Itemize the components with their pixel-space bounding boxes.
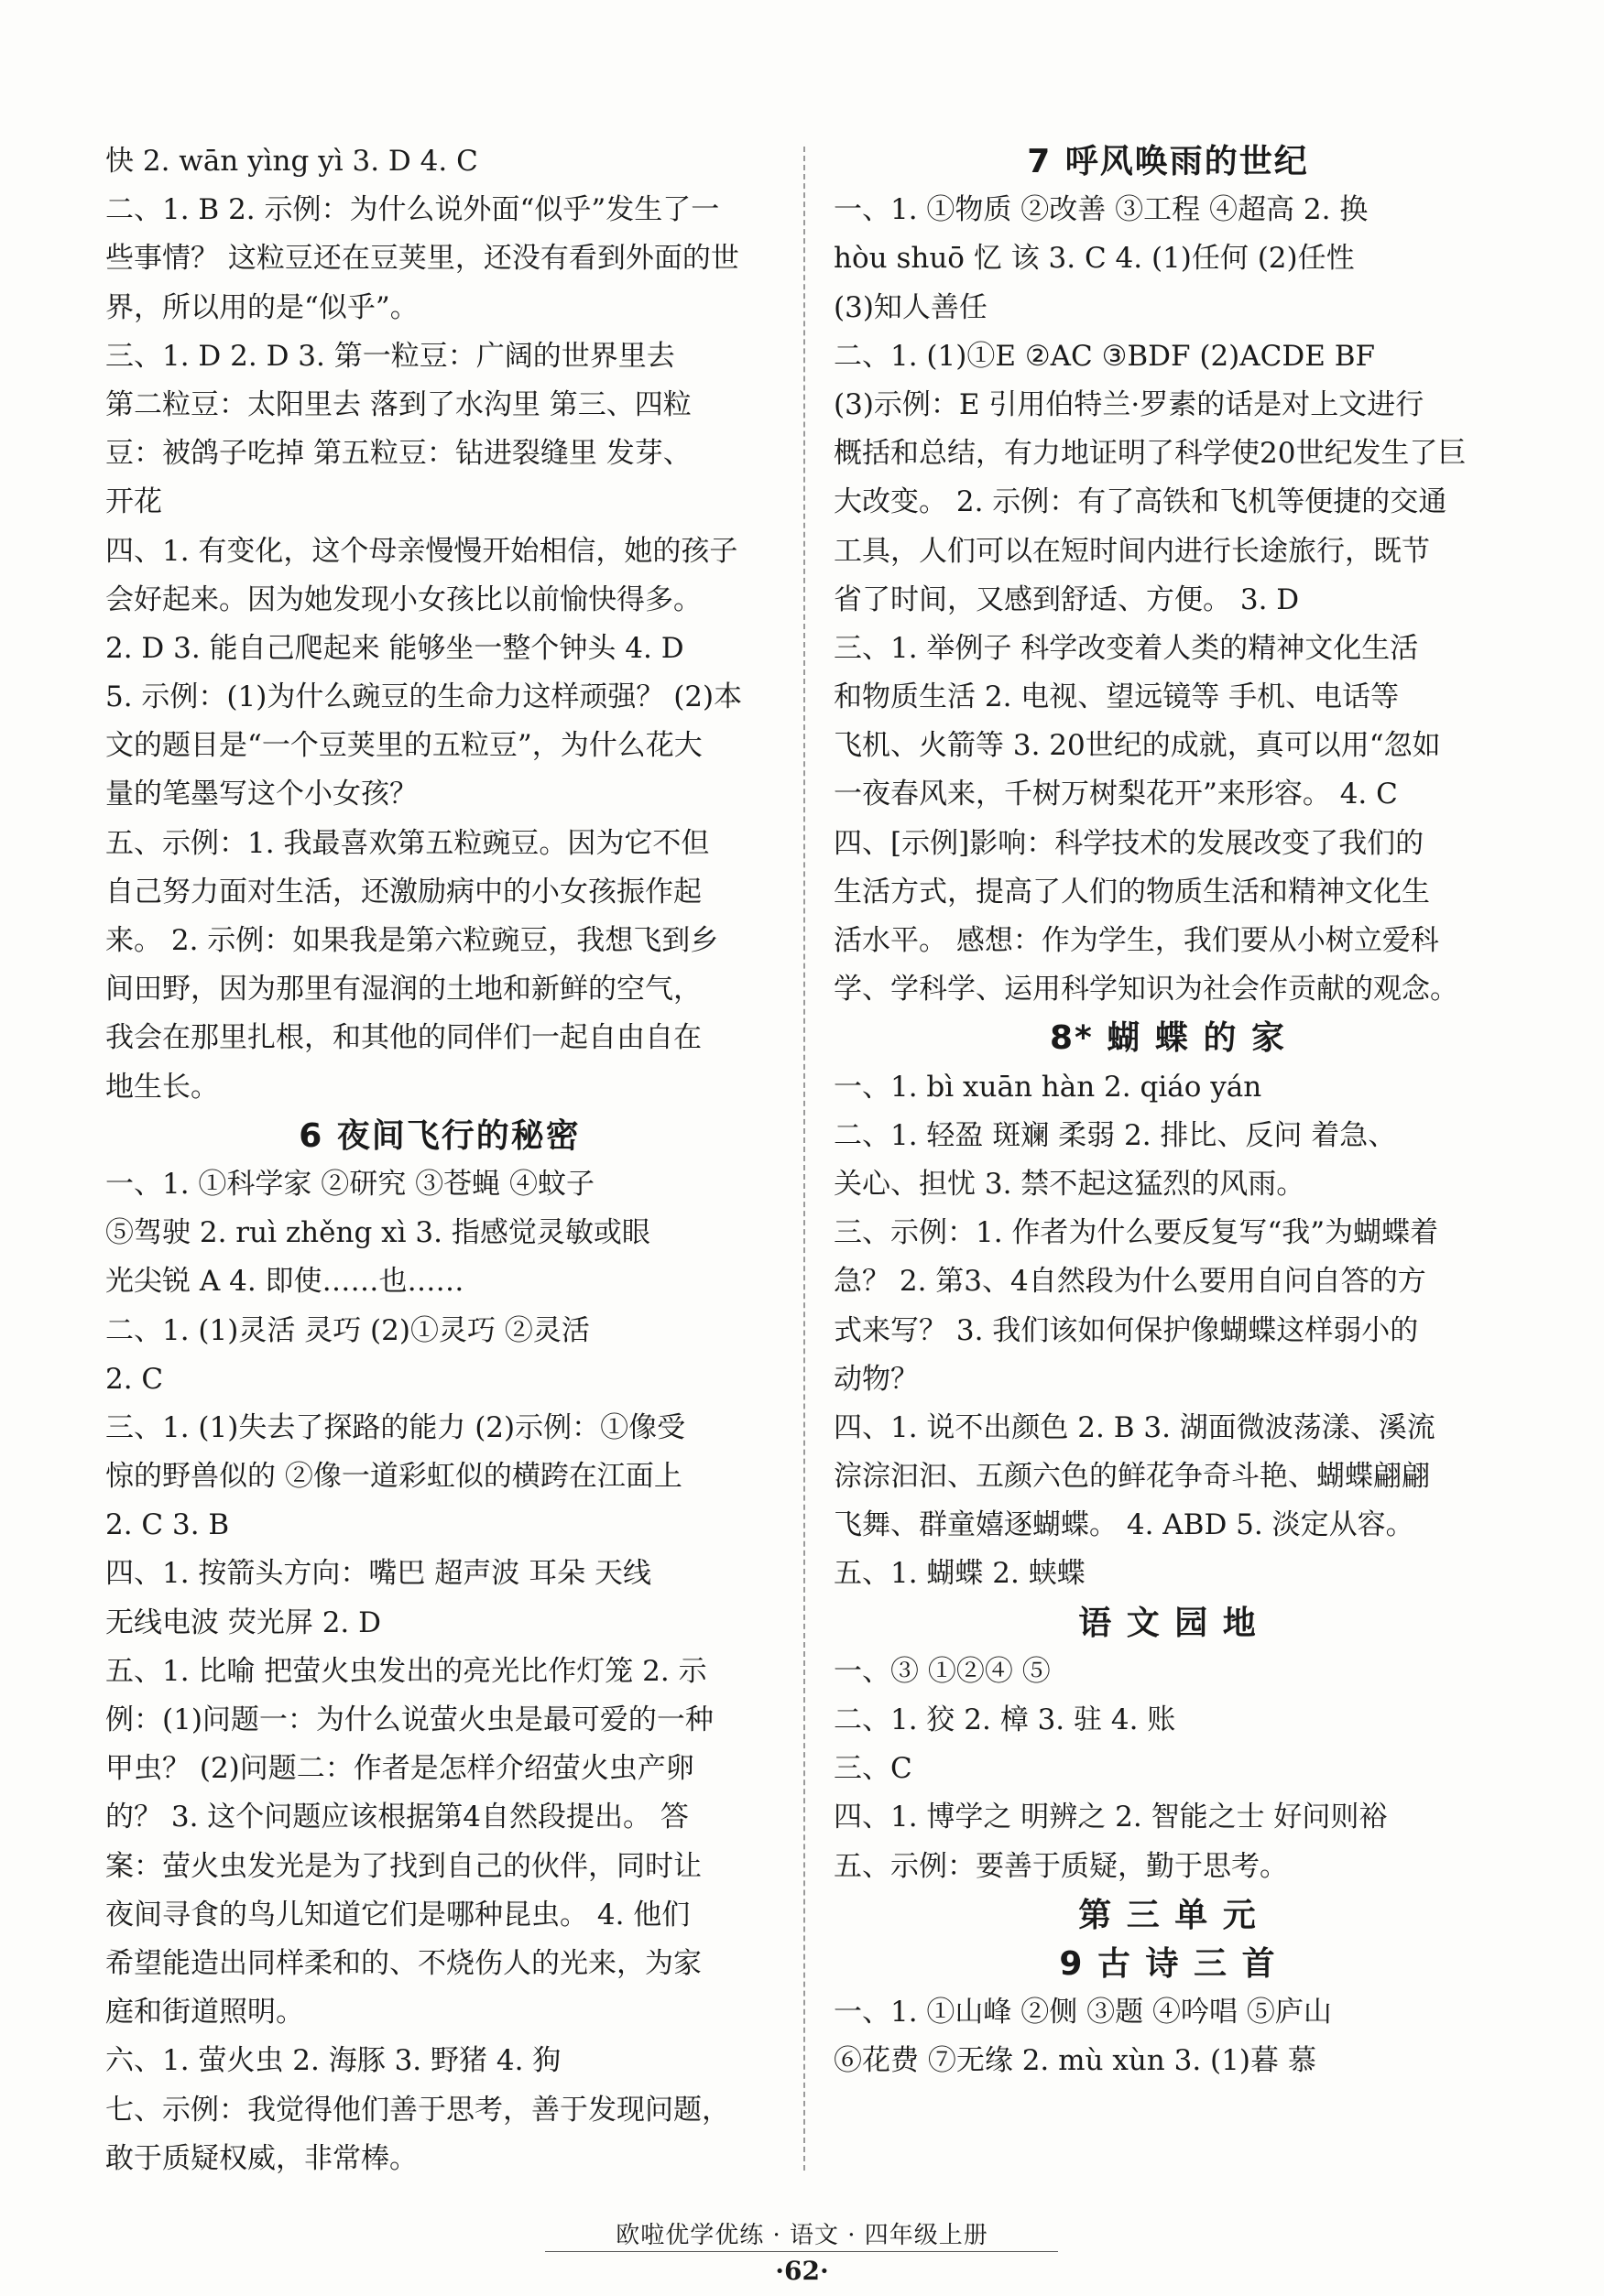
answer-line: 三、1. 举例子 科学改变着人类的精神文化生活 bbox=[834, 631, 1419, 665]
answer-line: 飞机、火箭等 3. 20世纪的成就，真可以用“忽如 bbox=[834, 729, 1441, 763]
answer-line: 会好起来。因为她发现小女孩比以前愉快得多。 bbox=[105, 582, 702, 616]
answer-line: 五、1. 蝴蝶 2. 蛱蝶 bbox=[834, 1557, 1086, 1591]
answer-line: 量的笔墨写这个小女孩？ bbox=[105, 778, 418, 811]
answer-line: 三、示例：1. 作者为什么要反复写“我”为蝴蝶着 bbox=[834, 1216, 1439, 1250]
answer-line: 开花 bbox=[105, 485, 162, 519]
answer-line: 一、1. bì xuān hàn 2. qiáo yán bbox=[834, 1070, 1262, 1104]
answer-line: 界，所以用的是“似乎”。 bbox=[105, 290, 419, 324]
answer-line: 淙淙汩汩、五颜六色的鲜花争奇斗艳、蝴蝶翩翩 bbox=[834, 1460, 1430, 1494]
answer-line: 惊的野兽似的 ②像一道彩虹似的横跨在江面上 bbox=[105, 1460, 682, 1494]
answer-line: 飞舞、群童嬉逐蝴蝶。 4. ABD 5. 淡定从容。 bbox=[834, 1508, 1414, 1542]
answer-line: 三、1. (1)失去了探路的能力 (2)示例：①像受 bbox=[105, 1410, 686, 1444]
answer-line: 第二粒豆：太阳里去 落到了水沟里 第三、四粒 bbox=[105, 387, 692, 421]
answer-line: 二、1. (1)①E ②AC ③BDF (2)ACDE BF bbox=[834, 339, 1376, 373]
answer-line: (3)示例：E 引用伯特兰·罗素的话是对上文进行 bbox=[834, 387, 1424, 421]
footer-rule bbox=[545, 2251, 1058, 2252]
answer-line: 四、1. 博学之 明辨之 2. 智能之士 好问则裕 bbox=[834, 1801, 1388, 1834]
answer-line: 无线电波 荧光屏 2. D bbox=[105, 1605, 381, 1639]
answer-line: 2. C 3. B bbox=[105, 1508, 230, 1542]
answer-line: 工具，人们可以在短时间内进行长途旅行，既节 bbox=[834, 534, 1430, 568]
answer-line: hòu shuō 忆 该 3. C 4. (1)任何 (2)任性 bbox=[834, 242, 1355, 276]
answer-line: 光尖锐 A 4. 即使……也…… bbox=[105, 1265, 464, 1299]
answer-line: 六、1. 萤火虫 2. 海豚 3. 野猪 4. 狗 bbox=[105, 2044, 562, 2078]
answer-line: 夜间寻食的鸟儿知道它们是哪种昆虫。 4. 他们 bbox=[105, 1898, 691, 1931]
page-number: ·62· bbox=[775, 2256, 829, 2286]
answer-line: 自己努力面对生活，还激励病中的小女孩振作起 bbox=[105, 875, 702, 909]
section-title: 6 夜间飞行的秘密 bbox=[299, 1116, 581, 1155]
section-title: 9 古 诗 三 首 bbox=[1059, 1944, 1277, 1983]
answer-line: 案：萤火虫发光是为了找到自己的伙伴，同时让 bbox=[105, 1849, 702, 1883]
answer-line: ⑥花费 ⑦无缘 2. mù xùn 3. (1)暮 慕 bbox=[834, 2044, 1316, 2078]
answer-line: 五、示例：要善于质疑，勤于思考。 bbox=[834, 1849, 1288, 1883]
answer-line: 关心、担忧 3. 禁不起这猛烈的风雨。 bbox=[834, 1167, 1305, 1201]
answer-line: 生活方式，提高了人们的物质生活和精神文化生 bbox=[834, 875, 1430, 909]
answer-line: 三、1. D 2. D 3. 第一粒豆：广阔的世界里去 bbox=[105, 339, 675, 373]
answer-line: 间田野，因为那里有湿润的土地和新鲜的空气， bbox=[105, 973, 702, 1007]
answer-line: 些事情？ 这粒豆还在豆荚里，还没有看到外面的世 bbox=[105, 242, 739, 276]
answer-line: 式来写？ 3. 我们该如何保护像蝴蝶这样弱小的 bbox=[834, 1313, 1419, 1347]
answer-line: 四、1. 按箭头方向：嘴巴 超声波 耳朵 天线 bbox=[105, 1557, 651, 1591]
answer-line: 希望能造出同样柔和的、不烧伤人的光来，为家 bbox=[105, 1946, 702, 1980]
answer-line: 地生长。 bbox=[105, 1070, 219, 1104]
left-column bbox=[105, 137, 774, 2183]
answer-line: 七、示例：我觉得他们善于思考，善于发现问题， bbox=[105, 2093, 730, 2127]
answer-line: 的？ 3. 这个问题应该根据第4自然段提出。 答 bbox=[105, 1801, 689, 1834]
answer-line: 四、1. 说不出颜色 2. B 3. 湖面微波荡漾、溪流 bbox=[834, 1410, 1435, 1444]
answer-line: 和物质生活 2. 电视、望远镜等 手机、电话等 bbox=[834, 680, 1400, 714]
answer-line: 5. 示例：(1)为什么豌豆的生命力这样顽强？ (2)本 bbox=[105, 680, 743, 714]
answer-line: 例：(1)问题一：为什么说萤火虫是最可爱的一种 bbox=[105, 1703, 714, 1736]
answer-line: 一、1. ①物质 ②改善 ③工程 ④超高 2. 换 bbox=[834, 193, 1369, 227]
answer-line: 省了时间，又感到舒适、方便。 3. D bbox=[834, 582, 1300, 616]
answer-line: 四、[示例]影响：科学技术的发展改变了我们的 bbox=[834, 826, 1424, 860]
answer-line: 二、1. 狡 2. 樟 3. 驻 4. 账 bbox=[834, 1703, 1176, 1736]
answer-line: ⑤驾驶 2. ruì zhěng xì 3. 指感觉灵敏或眼 bbox=[105, 1216, 650, 1250]
answer-line: 庭和街道照明。 bbox=[105, 1996, 304, 2029]
answer-line: 甲虫？ (2)问题二：作者是怎样介绍萤火虫产卵 bbox=[105, 1752, 694, 1786]
answer-line: 来。 2. 示例：如果我是第六粒豌豆，我想飞到乡 bbox=[105, 924, 719, 957]
section-title: 第 三 单 元 bbox=[1078, 1896, 1258, 1934]
answer-line: 三、C bbox=[834, 1752, 912, 1786]
answer-line: 二、1. B 2. 示例：为什么说外面“似乎”发生了一 bbox=[105, 193, 720, 227]
answer-line: 2. C bbox=[105, 1362, 164, 1396]
answer-line: 一夜春风来，千树万树梨花开”来形容。 4. C bbox=[834, 778, 1398, 811]
answer-line: 敢于质疑权威，非常棒。 bbox=[105, 2141, 418, 2175]
answer-line: 我会在那里扎根，和其他的同伴们一起自由自在 bbox=[105, 1021, 702, 1055]
answer-line: 文的题目是“一个豆荚里的五粒豆”，为什么花大 bbox=[105, 729, 703, 763]
section-title: 8* 蝴 蝶 的 家 bbox=[1049, 1019, 1286, 1058]
answer-line: 五、1. 比喻 把萤火虫发出的亮光比作灯笼 2. 示 bbox=[105, 1654, 707, 1688]
answer-line: 豆：被鸽子吃掉 第五粒豆：钻进裂缝里 发芽、 bbox=[105, 437, 692, 471]
column-divider bbox=[803, 147, 805, 2171]
answer-line: 一、1. ①山峰 ②侧 ③题 ④吟唱 ⑤庐山 bbox=[834, 1996, 1332, 2029]
answer-line: 一、③ ①②④ ⑤ bbox=[834, 1654, 1051, 1688]
answer-line: 二、1. (1)灵活 灵巧 (2)①灵巧 ②灵活 bbox=[105, 1313, 590, 1347]
right-column bbox=[834, 137, 1502, 2086]
answer-line: 急？ 2. 第3、4自然段为什么要用自问自答的方 bbox=[834, 1265, 1426, 1299]
answer-line: 动物？ bbox=[834, 1362, 919, 1396]
footer-book-title: 欧啦优学优练 · 语文 · 四年级上册 bbox=[616, 2222, 988, 2249]
answer-line: 快 2. wān yìng yì 3. D 4. C bbox=[105, 145, 478, 178]
answer-line: 四、1. 有变化，这个母亲慢慢开始相信，她的孩子 bbox=[105, 534, 738, 568]
answer-line: 五、示例：1. 我最喜欢第五粒豌豆。因为它不但 bbox=[105, 826, 710, 860]
answer-line: 概括和总结，有力地证明了科学使20世纪发生了巨 bbox=[834, 437, 1467, 471]
section-title: 7 呼风唤雨的世纪 bbox=[1027, 143, 1309, 180]
answer-line: (3)知人善任 bbox=[834, 290, 987, 324]
answer-line: 一、1. ①科学家 ②研究 ③苍蝇 ④蚊子 bbox=[105, 1167, 595, 1201]
answer-line: 二、1. 轻盈 斑斓 柔弱 2. 排比、反问 着急、 bbox=[834, 1118, 1397, 1152]
answer-line: 2. D 3. 能自己爬起来 能够坐一整个钟头 4. D bbox=[105, 631, 684, 665]
answer-line: 活水平。 感想：作为学生，我们要从小树立爱科 bbox=[834, 924, 1439, 957]
section-title: 语 文 园 地 bbox=[1078, 1604, 1258, 1642]
answer-line: 大改变。 2. 示例：有了高铁和飞机等便捷的交通 bbox=[834, 485, 1447, 519]
answer-line: 学、学科学、运用科学知识为社会作贡献的观念。 bbox=[834, 973, 1458, 1007]
